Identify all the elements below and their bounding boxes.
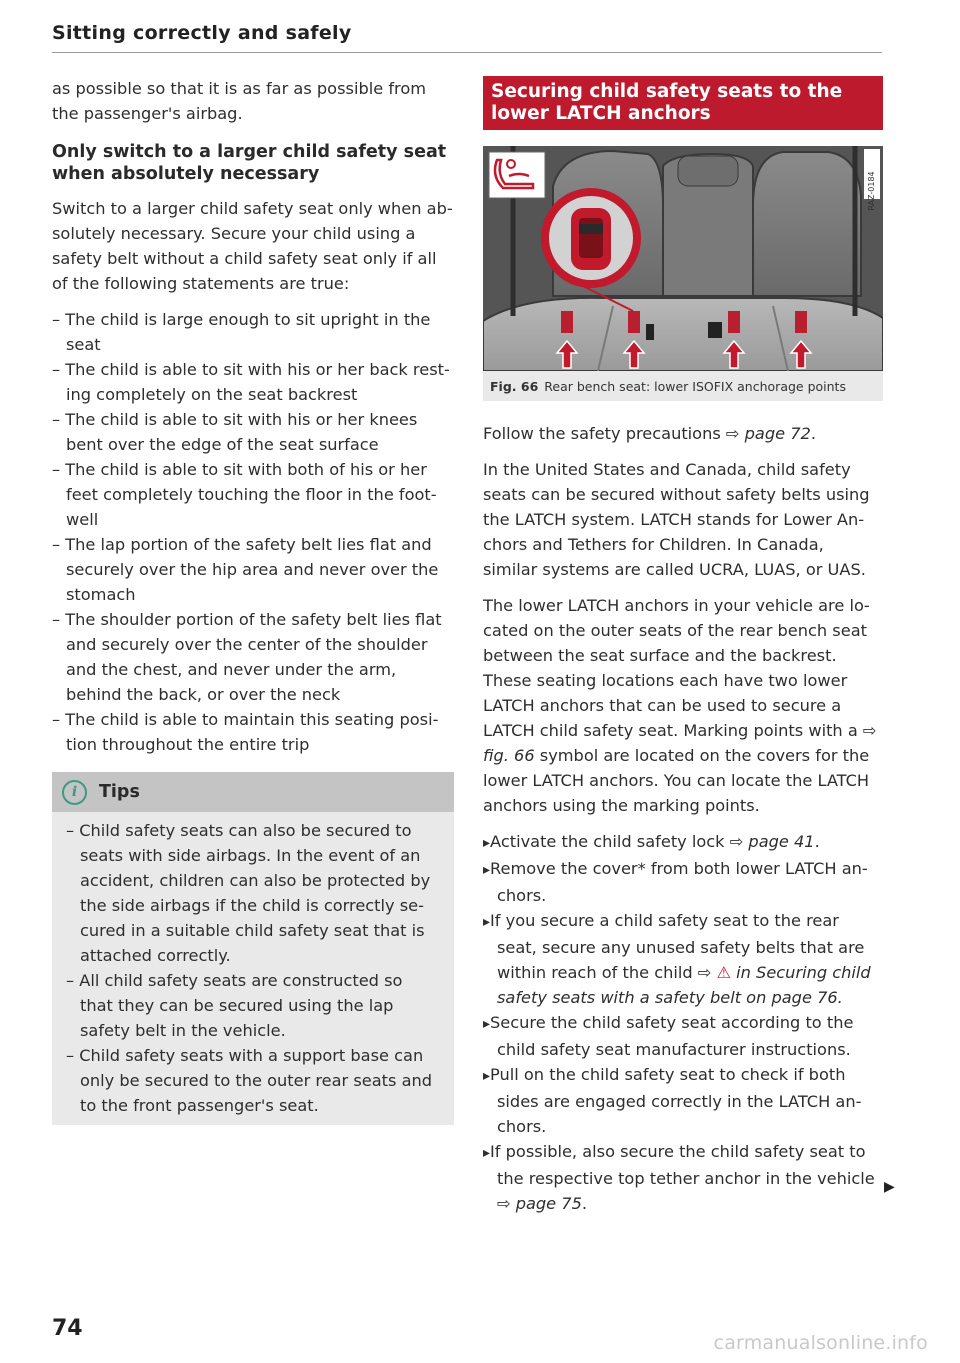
figure-caption: [483, 371, 883, 401]
watermark: carmanualsonline.info: [713, 1332, 928, 1354]
list-item: – The lap portion of the safety belt lies flat and securely over the hip area and never over the stomach: [52, 532, 454, 607]
list-item: – The child is large enough to sit upright in the seat: [52, 307, 454, 357]
conditions-intro: Switch to a larger child safety seat only when absolutely necessary. Secure your child using a safety belt without a child safety seat only if all of the following statements are true:: [52, 199, 453, 293]
latch-intro-paragraph: In the United States and Canada, child safety seats can be secured without safety belts using the LATCH system. LATCH stands for Lower Anchors and Tethers for Children. In Canada, similar systems are called UCRA, LUAS, or UAS.: [483, 460, 870, 579]
subheading: Only switch to a larger child safety seat when absolutely necessary: [52, 142, 447, 184]
list-item: – The child is able to sit with both of his or her feet completely touching the floor in the footwell: [52, 457, 454, 532]
section-heading: Securing child safety seats to the lower LATCH anchors: [483, 76, 883, 130]
figure-ref-link[interactable]: ⇨ fig. 66: [483, 721, 877, 765]
section-title: Sitting correctly and safely: [52, 22, 352, 44]
tips-title: Tips: [99, 781, 140, 802]
continue-arrow-icon: ▶: [884, 1179, 895, 1195]
list-item: – The child is able to sit with his or her back resting completely on the seat backrest: [52, 357, 454, 407]
tips-list: [52, 812, 454, 1118]
info-icon: i: [62, 780, 87, 805]
follow-paragraph: Follow the safety precautions ⇨ page 72.: [483, 424, 816, 443]
list-item: ▸ Activate the child safety lock ⇨ page 41.: [483, 829, 883, 856]
warning-ref-link[interactable]: in Securing child safety seats with a safety belt on page 76: [497, 963, 871, 1007]
page-header: [52, 22, 882, 53]
tips-header: [52, 772, 454, 812]
caption-text: Rear bench seat: lower ISOFIX anchorage points: [544, 379, 846, 394]
list-item: ▸ If you secure a child safety seat to the rear seat, secure any unused safety belts that are within reach of the child ⇨ ⚠ in Securing child safety seats with a safety belt on page 76.: [483, 908, 883, 1010]
steps-list: [483, 829, 883, 1216]
tips-box: [52, 772, 454, 1125]
latch-location-paragraph: The lower LATCH anchors in your vehicle are located on the outer seats of the rear bench seat between the seat surface and the backrest. These seating locations each have two lower LATCH anchors that can be used to secure a LATCH child safety seat. Marking points with a ⇨ fig. 66 symbol are located on the covers for the lower LATCH anchors. You can locate the LATCH anchors using the marking points.: [483, 596, 877, 815]
intro-paragraph: as possible so that it is as far as possible from the passenger's airbag.: [52, 79, 426, 123]
list-item: – Child safety seats can also be secured to seats with side airbags. In the event of an accident, children can also be protected by the side airbags if the child is correctly secured in a suitable child safety seat that is attached correctly.: [66, 818, 440, 968]
list-item: ▸ Pull on the child safety seat to check if both sides are engaged correctly in the LATCH anchors.: [483, 1062, 883, 1139]
page-number: 74: [52, 1316, 83, 1341]
rear-seat-illustration: [483, 146, 883, 371]
list-item: ▸ If possible, also secure the child safety seat to the respective top tether anchor in the vehicle ⇨ page 75.: [483, 1139, 883, 1216]
page-ref-link[interactable]: ⇨ page 72: [725, 424, 811, 443]
right-column: [483, 76, 883, 1216]
list-item: – All child safety seats are constructed so that they can be secured using the lap safety belt in the vehicle.: [66, 968, 440, 1043]
list-item: ▸ Remove the cover* from both lower LATCH anchors.: [483, 856, 883, 908]
page-ref-link[interactable]: ⇨ page 41: [729, 832, 815, 851]
conditions-list: [52, 307, 454, 757]
figure-rear-bench-seat: [483, 146, 883, 371]
list-item: – The child is able to sit with his or her knees bent over the edge of the seat surface: [52, 407, 454, 457]
page-ref-link[interactable]: ⇨ page 75: [497, 1194, 582, 1213]
left-column: [52, 76, 454, 1125]
list-item: ▸ Secure the child safety seat according to the child safety seat manufacturer instructions.: [483, 1010, 883, 1062]
warning-icon: ⚠: [716, 963, 731, 982]
list-item: – Child safety seats with a support base can only be secured to the outer rear seats and to the front passenger's seat.: [66, 1043, 440, 1118]
list-item: – The shoulder portion of the safety belt lies flat and securely over the center of the shoulder and the chest, and never under the arm, behind the back, or over the neck: [52, 607, 454, 707]
figure-number: Fig. 66: [490, 379, 539, 394]
list-item: – The child is able to maintain this seating position throughout the entire trip: [52, 707, 454, 757]
figure-code: RAZ-0184: [864, 149, 880, 199]
